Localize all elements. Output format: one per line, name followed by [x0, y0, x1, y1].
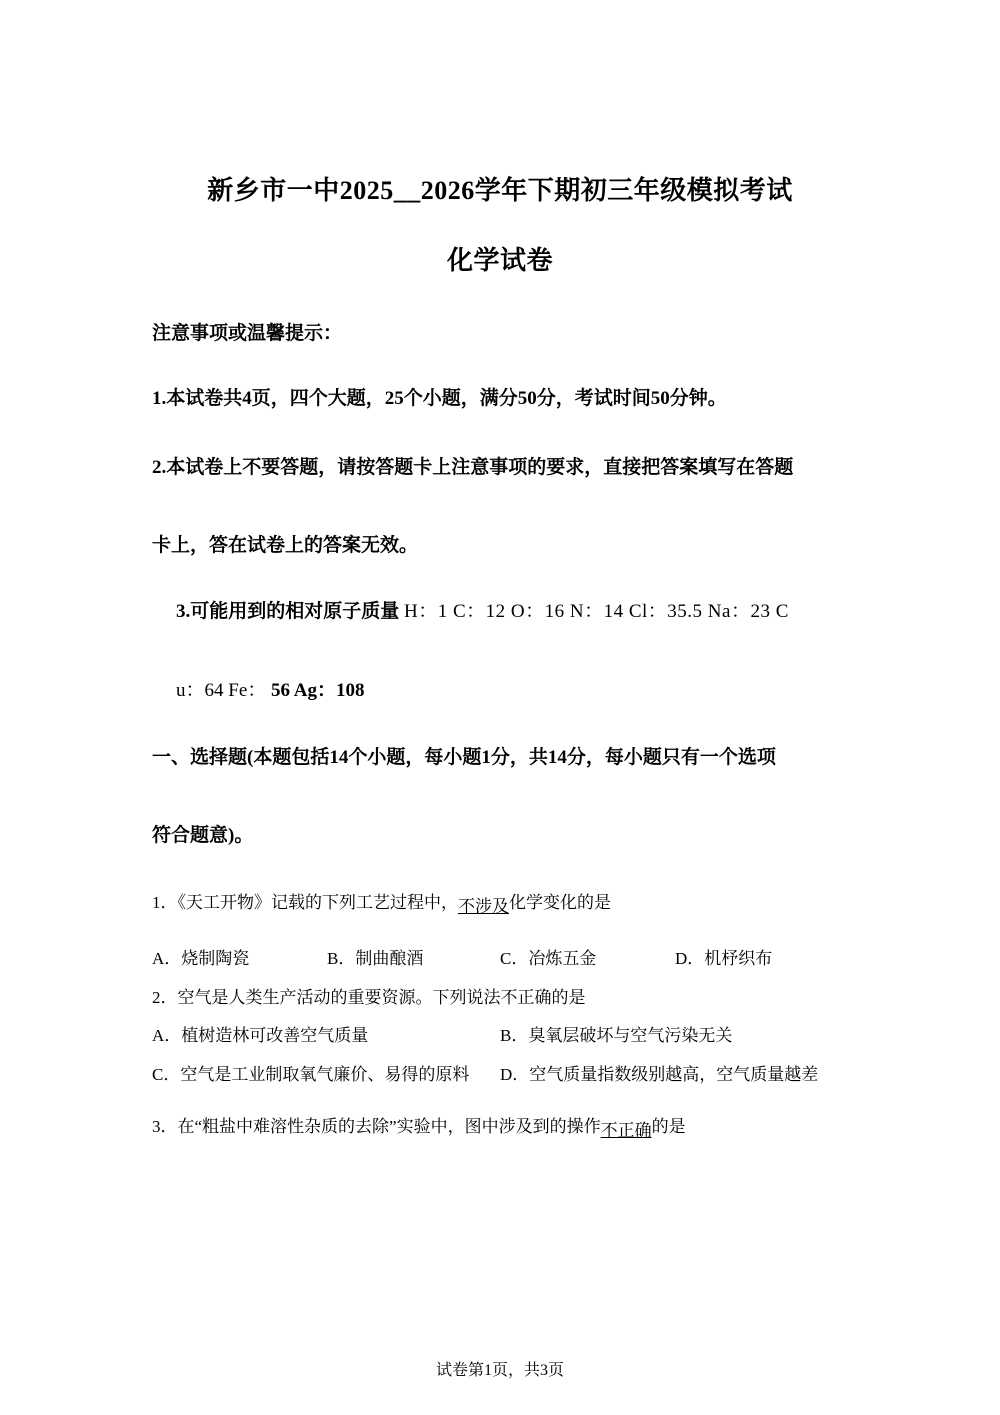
- question-1-option-d: D．机杼织布: [675, 949, 773, 968]
- question-1-option-c: C．冶炼五金: [500, 949, 597, 968]
- atomic-mass-label: 3.可能用到的相对原子质量: [176, 601, 400, 622]
- question-1-stem: 1．《天工开物》记载的下列工艺过程中，不涉及化学变化的是: [152, 893, 611, 916]
- question-2-option-a: A．植树造林可改善空气质量: [152, 1026, 369, 1045]
- notice-item-2-line-2: 卡上，答在试卷上的答案无效。: [152, 535, 419, 556]
- notice-heading: 注意事项或温馨提示：: [152, 323, 343, 344]
- question-1-option-b: B．制曲酿酒: [327, 949, 424, 968]
- atomic-mass-values: H：1 C：12 O：16 N：14 Cl：35.5 Na：23 C: [404, 601, 789, 622]
- section-1-heading-line-2: 符合题意)。: [152, 825, 254, 846]
- page-title: 新乡市一中2025__2026学年下期初三年级模拟考试: [207, 176, 793, 205]
- notice-item-1: 1.本试卷共4页，四个大题，25个小题，满分50分，考试时间50分钟。: [152, 388, 727, 409]
- section-1-heading-line-1: 一、选择题(本题包括14个小题，每小题1分，共14分，每小题只有一个选项: [152, 747, 776, 768]
- notice-item-2-line-1: 2.本试卷上不要答题，请按答题卡上注意事项的要求，直接把答案填写在答题: [152, 457, 794, 478]
- question-1-option-a: A．烧制陶瓷: [152, 949, 250, 968]
- atomic-mass-values-cont: u：64 Fe：: [176, 680, 267, 701]
- page-footer: 试卷第1页，共3页: [435, 1362, 564, 1379]
- notice-item-3-line-2: [176, 675, 364, 702]
- question-2-option-d: D．空气质量指数级别越高，空气质量越差: [500, 1065, 819, 1084]
- atomic-mass-values-bold: 56 Ag：108: [271, 680, 365, 701]
- question-1-emphasis: 不涉及: [458, 897, 509, 916]
- question-3-stem: 3．在“粗盐中难溶性杂质的去除”实验中，图中涉及到的操作不正确的是: [152, 1117, 686, 1140]
- notice-item-3-line-1: [176, 596, 789, 623]
- question-2-stem: 2．空气是人类生产活动的重要资源。下列说法不正确的是: [152, 988, 586, 1007]
- page-subtitle: 化学试卷: [446, 246, 553, 275]
- question-3-emphasis: 不正确: [600, 1121, 652, 1140]
- question-2-option-b: B．臭氧层破坏与空气污染无关: [500, 1026, 733, 1045]
- question-2-option-c: C．空气是工业制取氧气廉价、易得的原料: [152, 1065, 470, 1084]
